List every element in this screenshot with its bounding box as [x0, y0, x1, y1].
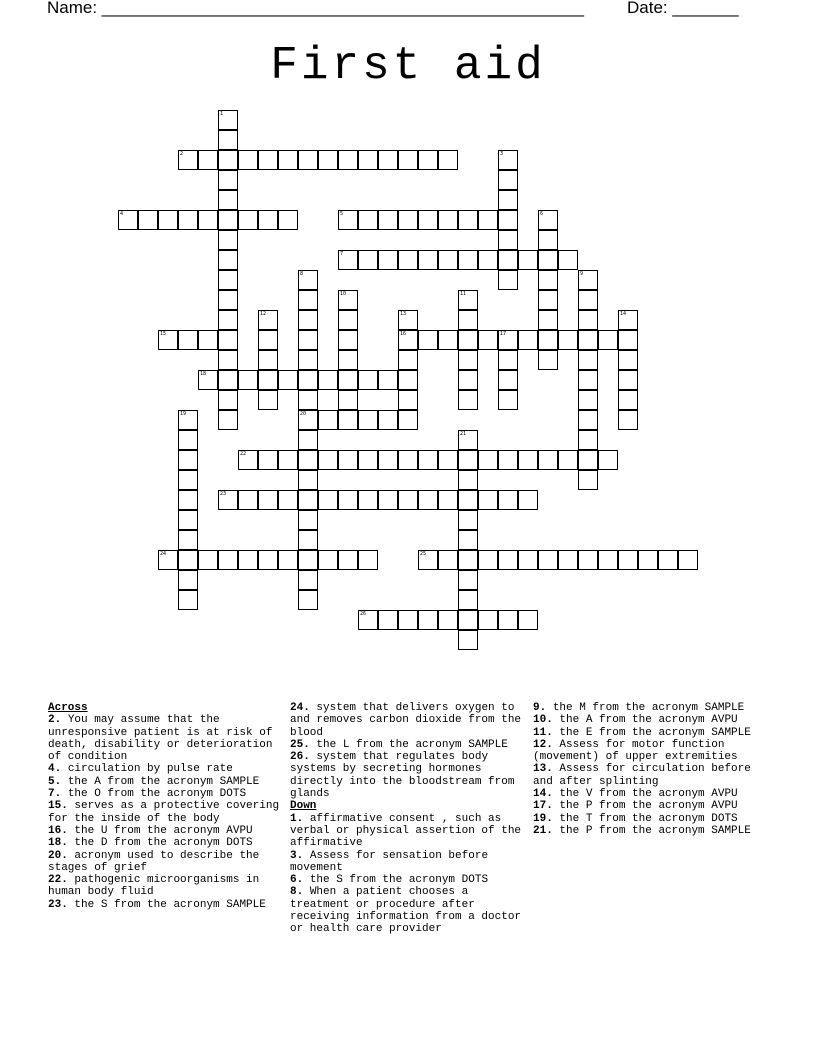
grid-cell[interactable]: [358, 210, 378, 230]
grid-cell[interactable]: [618, 550, 638, 570]
grid-cell[interactable]: [238, 490, 258, 510]
grid-cell[interactable]: [338, 350, 358, 370]
grid-cell[interactable]: [178, 490, 198, 510]
grid-cell[interactable]: [578, 410, 598, 430]
grid-cell[interactable]: [398, 310, 418, 330]
clue-number: 10: [340, 291, 347, 297]
clue-number: 25: [420, 551, 427, 557]
clue-number: 14: [620, 311, 627, 317]
grid-cell[interactable]: [218, 150, 238, 170]
grid-cell[interactable]: [258, 350, 278, 370]
grid-cell[interactable]: [258, 370, 278, 390]
grid-cell[interactable]: [458, 610, 478, 630]
grid-cell[interactable]: [558, 550, 578, 570]
grid-cell[interactable]: [458, 510, 478, 530]
clue-number: 3: [500, 151, 504, 157]
grid-cell[interactable]: [518, 250, 538, 270]
clue-number: 11: [460, 291, 467, 297]
grid-cell[interactable]: [478, 250, 498, 270]
grid-cell[interactable]: [258, 310, 278, 330]
grid-cell[interactable]: [178, 530, 198, 550]
grid-cell[interactable]: [538, 350, 558, 370]
grid-cell[interactable]: [218, 250, 238, 270]
grid-cell[interactable]: [538, 250, 558, 270]
grid-cell[interactable]: [458, 550, 478, 570]
grid-cell[interactable]: [618, 370, 638, 390]
grid-cell[interactable]: [298, 330, 318, 350]
clue-across-4: 4. circulation by pulse rate: [48, 763, 233, 776]
grid-cell[interactable]: [498, 450, 518, 470]
grid-cell[interactable]: [258, 450, 278, 470]
grid-cell[interactable]: [538, 550, 558, 570]
grid-cell[interactable]: [578, 270, 598, 290]
grid-cell[interactable]: [458, 350, 478, 370]
grid-cell[interactable]: [318, 490, 338, 510]
clue-across-15: 15. serves as a protective covering for the inside of the body: [48, 800, 280, 825]
grid-cell[interactable]: [358, 410, 378, 430]
grid-cell[interactable]: [378, 210, 398, 230]
grid-cell[interactable]: [318, 550, 338, 570]
grid-cell[interactable]: [338, 290, 358, 310]
grid-cell[interactable]: [298, 530, 318, 550]
clue-number: 9: [580, 271, 584, 277]
clue-number: 17: [500, 331, 507, 337]
grid-cell[interactable]: [538, 310, 558, 330]
grid-cell[interactable]: [198, 330, 218, 350]
grid-cell[interactable]: [298, 550, 318, 570]
grid-cell[interactable]: [238, 370, 258, 390]
grid-cell[interactable]: [318, 150, 338, 170]
grid-cell[interactable]: [198, 210, 218, 230]
grid-cell[interactable]: [458, 490, 478, 510]
grid-cell[interactable]: [518, 610, 538, 630]
grid-cell[interactable]: [178, 550, 198, 570]
grid-cell[interactable]: [458, 570, 478, 590]
grid-cell[interactable]: [338, 310, 358, 330]
grid-cell[interactable]: [518, 490, 538, 510]
grid-cell[interactable]: [478, 330, 498, 350]
clue-across-22: 22. pathogenic microorganisms in human body fluid: [48, 874, 260, 899]
clue-across-24: 24. system that delivers oxygen to and removes carbon dioxide from the blood: [290, 702, 522, 739]
grid-cell[interactable]: [298, 290, 318, 310]
clue-number: 22: [240, 451, 247, 457]
grid-cell[interactable]: [278, 370, 298, 390]
across-heading: Across: [48, 702, 88, 714]
grid-cell[interactable]: [258, 490, 278, 510]
clue-number: 6: [540, 211, 544, 217]
grid-cell[interactable]: [338, 250, 358, 270]
grid-cell[interactable]: [298, 390, 318, 410]
grid-cell[interactable]: [158, 330, 178, 350]
grid-cell[interactable]: [178, 150, 198, 170]
clue-number: 24: [160, 551, 167, 557]
grid-cell[interactable]: [398, 330, 418, 350]
grid-cell[interactable]: [178, 410, 198, 430]
grid-cell[interactable]: [578, 330, 598, 350]
grid-cell[interactable]: [538, 450, 558, 470]
grid-cell[interactable]: [338, 210, 358, 230]
grid-cell[interactable]: [338, 410, 358, 430]
grid-cell[interactable]: [498, 610, 518, 630]
grid-cell[interactable]: [558, 330, 578, 350]
grid-cell[interactable]: [618, 390, 638, 410]
clue-number: 4: [120, 211, 124, 217]
grid-cell[interactable]: [378, 370, 398, 390]
clue-number: 5: [340, 211, 344, 217]
clue-number: 26: [360, 611, 367, 617]
clue-down-11: 11. the E from the acronym SAMPLE: [533, 726, 751, 739]
grid-cell[interactable]: [398, 610, 418, 630]
clue-down-17: 17. the P from the acronym AVPU: [533, 800, 738, 813]
grid-cell[interactable]: [338, 550, 358, 570]
grid-cell[interactable]: [458, 390, 478, 410]
grid-cell[interactable]: [478, 490, 498, 510]
grid-cell[interactable]: [278, 210, 298, 230]
clue-number: 12: [260, 311, 267, 317]
grid-cell[interactable]: [358, 450, 378, 470]
grid-cell[interactable]: [178, 450, 198, 470]
grid-cell[interactable]: [198, 150, 218, 170]
grid-cell[interactable]: [418, 490, 438, 510]
grid-cell[interactable]: [378, 610, 398, 630]
clue-down-14: 14. the V from the acronym AVPU: [533, 788, 738, 801]
grid-cell[interactable]: [338, 390, 358, 410]
grid-cell[interactable]: [298, 150, 318, 170]
grid-cell[interactable]: [578, 450, 598, 470]
grid-cell[interactable]: [218, 210, 238, 230]
grid-cell[interactable]: [198, 370, 218, 390]
grid-cell[interactable]: [238, 210, 258, 230]
grid-cell[interactable]: [158, 210, 178, 230]
grid-cell[interactable]: [338, 370, 358, 390]
grid-cell[interactable]: [538, 290, 558, 310]
clues-column-3: [533, 702, 765, 837]
grid-cell[interactable]: [338, 450, 358, 470]
grid-cell[interactable]: [218, 330, 238, 350]
grid-cell[interactable]: [378, 450, 398, 470]
grid-cell[interactable]: [498, 330, 518, 350]
clue-across-26: 26. system that regulates body systems by secreting hormones directly into the bloodstream from glands: [290, 751, 515, 801]
grid-cell[interactable]: [398, 490, 418, 510]
clue-number: 23: [220, 491, 227, 497]
clue-across-5: 5. the A from the acronym SAMPLE: [48, 775, 260, 788]
grid-cell[interactable]: [498, 230, 518, 250]
grid-cell[interactable]: [418, 450, 438, 470]
grid-cell[interactable]: [238, 450, 258, 470]
grid-cell[interactable]: [578, 470, 598, 490]
clue-across-16: 16. the U from the acronym AVPU: [48, 824, 253, 837]
grid-cell[interactable]: [498, 350, 518, 370]
grid-cell[interactable]: [378, 490, 398, 510]
grid-cell[interactable]: [598, 550, 618, 570]
grid-cell[interactable]: [178, 590, 198, 610]
clue-number: 8: [300, 271, 304, 277]
grid-cell[interactable]: [298, 450, 318, 470]
grid-cell[interactable]: [298, 470, 318, 490]
grid-cell[interactable]: [578, 310, 598, 330]
grid-cell[interactable]: [438, 150, 458, 170]
grid-cell[interactable]: [498, 390, 518, 410]
grid-cell[interactable]: [498, 370, 518, 390]
grid-cell[interactable]: [218, 410, 238, 430]
clue-number: 1: [220, 111, 224, 117]
grid-cell[interactable]: [218, 370, 238, 390]
grid-cell[interactable]: [258, 550, 278, 570]
grid-cell[interactable]: [258, 210, 278, 230]
grid-cell[interactable]: [438, 250, 458, 270]
clue-across-18: 18. the D from the acronym DOTS: [48, 837, 253, 850]
grid-cell[interactable]: [178, 330, 198, 350]
grid-cell[interactable]: [578, 430, 598, 450]
grid-cell[interactable]: [238, 550, 258, 570]
grid-cell[interactable]: [338, 150, 358, 170]
grid-cell[interactable]: [538, 230, 558, 250]
grid-cell[interactable]: [438, 490, 458, 510]
grid-cell[interactable]: [358, 370, 378, 390]
grid-cell[interactable]: [298, 590, 318, 610]
grid-cell[interactable]: [598, 450, 618, 470]
grid-cell[interactable]: [178, 570, 198, 590]
grid-cell[interactable]: [678, 550, 698, 570]
grid-cell[interactable]: [578, 290, 598, 310]
clue-down-6: 6. the S from the acronym DOTS: [290, 874, 489, 887]
grid-cell[interactable]: [458, 630, 478, 650]
clue-number: 16: [400, 331, 407, 337]
clue-down-13: 13. Assess for circulation before and after splinting: [533, 763, 751, 788]
grid-cell[interactable]: [578, 550, 598, 570]
grid-cell[interactable]: [458, 370, 478, 390]
grid-cell[interactable]: [258, 390, 278, 410]
clue-number: 15: [160, 331, 167, 337]
grid-cell[interactable]: [518, 450, 538, 470]
grid-cell[interactable]: [178, 210, 198, 230]
grid-cell[interactable]: [438, 610, 458, 630]
grid-cell[interactable]: [518, 330, 538, 350]
grid-cell[interactable]: [618, 410, 638, 430]
grid-cell[interactable]: [298, 270, 318, 290]
grid-cell[interactable]: [298, 570, 318, 590]
clue-down-3: 3. Assess for sensation before movement: [290, 849, 489, 874]
clue-down-1: 1. affirmative consent , such as verbal or physical assertion of the affirmative: [290, 812, 522, 850]
grid-cell[interactable]: [218, 190, 238, 210]
grid-cell[interactable]: [298, 410, 318, 430]
grid-cell[interactable]: [498, 150, 518, 170]
grid-cell[interactable]: [418, 150, 438, 170]
grid-cell[interactable]: [458, 470, 478, 490]
clue-down-21: 21. the P from the acronym SAMPLE: [533, 824, 751, 837]
grid-cell[interactable]: [378, 250, 398, 270]
clue-down-9: 9. the M from the acronym SAMPLE: [533, 702, 745, 714]
grid-cell[interactable]: [478, 450, 498, 470]
grid-cell[interactable]: [138, 210, 158, 230]
grid-cell[interactable]: [318, 370, 338, 390]
grid-cell[interactable]: [298, 370, 318, 390]
grid-cell[interactable]: [558, 450, 578, 470]
grid-cell[interactable]: [458, 590, 478, 610]
grid-cell[interactable]: [358, 250, 378, 270]
date-field[interactable]: Date: _______: [627, 0, 739, 17]
grid-cell[interactable]: [458, 310, 478, 330]
grid-cell[interactable]: [298, 310, 318, 330]
grid-cell[interactable]: [498, 550, 518, 570]
grid-cell[interactable]: [458, 450, 478, 470]
clue-across-20: 20. acronym used to describe the stages of grief: [48, 849, 260, 874]
clue-number: 2: [180, 151, 184, 157]
grid-cell[interactable]: [438, 330, 458, 350]
grid-cell[interactable]: [418, 250, 438, 270]
grid-cell[interactable]: [338, 330, 358, 350]
grid-cell[interactable]: [618, 350, 638, 370]
grid-cell[interactable]: [498, 250, 518, 270]
grid-cell[interactable]: [358, 490, 378, 510]
grid-cell[interactable]: [218, 310, 238, 330]
clue-across-2: 2. You may assume that the unresponsive patient is at risk of death, disability or deterioration of condition: [48, 714, 273, 764]
grid-cell[interactable]: [418, 610, 438, 630]
grid-cell[interactable]: [178, 470, 198, 490]
grid-cell[interactable]: [298, 430, 318, 450]
clue-down-8: 8. When a patient chooses a treatment or procedure after receiving information from a doctor or health care provider: [290, 886, 522, 936]
grid-cell[interactable]: [318, 450, 338, 470]
clues-column-1: [48, 702, 280, 911]
grid-cell[interactable]: [538, 270, 558, 290]
grid-cell[interactable]: [218, 110, 238, 130]
name-field[interactable]: Name: ___________________________________________________: [47, 0, 584, 17]
grid-cell[interactable]: [258, 330, 278, 350]
clue-down-10: 10. the A from the acronym AVPU: [533, 714, 738, 727]
grid-cell[interactable]: [218, 270, 238, 290]
clue-number: 21: [460, 431, 467, 437]
grid-cell[interactable]: [398, 350, 418, 370]
grid-cell[interactable]: [378, 150, 398, 170]
grid-cell[interactable]: [498, 490, 518, 510]
grid-cell[interactable]: [478, 550, 498, 570]
grid-cell[interactable]: [398, 410, 418, 430]
page-title: First aid: [270, 40, 546, 92]
grid-cell[interactable]: [458, 290, 478, 310]
grid-cell[interactable]: [278, 490, 298, 510]
grid-cell[interactable]: [458, 430, 478, 450]
grid-cell[interactable]: [298, 490, 318, 510]
grid-cell[interactable]: [398, 250, 418, 270]
grid-cell[interactable]: [458, 250, 478, 270]
clue-number: 13: [400, 311, 407, 317]
grid-cell[interactable]: [238, 150, 258, 170]
grid-cell[interactable]: [178, 510, 198, 530]
grid-cell[interactable]: [358, 550, 378, 570]
grid-cell[interactable]: [478, 210, 498, 230]
grid-cell[interactable]: [218, 390, 238, 410]
clue-across-23: 23. the S from the acronym SAMPLE: [48, 898, 266, 911]
grid-cell[interactable]: [198, 550, 218, 570]
grid-cell[interactable]: [478, 610, 498, 630]
grid-cell[interactable]: [318, 410, 338, 430]
grid-cell[interactable]: [578, 370, 598, 390]
down-heading: Down: [290, 800, 317, 813]
grid-cell[interactable]: [418, 210, 438, 230]
grid-cell[interactable]: [398, 390, 418, 410]
grid-cell[interactable]: [358, 610, 378, 630]
grid-cell[interactable]: [458, 530, 478, 550]
grid-cell[interactable]: [458, 330, 478, 350]
clue-across-25: 25. the L from the acronym SAMPLE: [290, 738, 508, 751]
clue-number: 7: [340, 251, 344, 257]
grid-cell[interactable]: [538, 330, 558, 350]
grid-cell[interactable]: [438, 210, 458, 230]
grid-cell[interactable]: [638, 550, 658, 570]
grid-cell[interactable]: [398, 450, 418, 470]
grid-cell[interactable]: [178, 430, 198, 450]
clue-down-19: 19. the T from the acronym DOTS: [533, 812, 738, 825]
grid-cell[interactable]: [538, 210, 558, 230]
grid-cell[interactable]: [578, 350, 598, 370]
grid-cell[interactable]: [418, 330, 438, 350]
grid-cell[interactable]: [278, 550, 298, 570]
clue-number: 18: [200, 371, 207, 377]
grid-cell[interactable]: [298, 350, 318, 370]
clue-number: 20: [300, 411, 307, 417]
grid-cell[interactable]: [618, 310, 638, 330]
grid-cell[interactable]: [398, 210, 418, 230]
grid-cell[interactable]: [218, 170, 238, 190]
grid-cell[interactable]: [438, 550, 458, 570]
grid-cell[interactable]: [218, 350, 238, 370]
grid-cell[interactable]: [498, 270, 518, 290]
grid-cell[interactable]: [218, 130, 238, 150]
grid-cell[interactable]: [358, 150, 378, 170]
grid-cell[interactable]: [498, 170, 518, 190]
grid-cell[interactable]: [438, 450, 458, 470]
clues-column-2: [290, 702, 522, 936]
grid-cell[interactable]: [658, 550, 678, 570]
grid-cell[interactable]: [498, 190, 518, 210]
clue-number: 19: [180, 411, 187, 417]
grid-cell[interactable]: [278, 450, 298, 470]
grid-cell[interactable]: [618, 330, 638, 350]
grid-cell[interactable]: [558, 250, 578, 270]
grid-cell[interactable]: [578, 390, 598, 410]
grid-cell[interactable]: [518, 550, 538, 570]
grid-cell[interactable]: [338, 490, 358, 510]
grid-cell[interactable]: [218, 230, 238, 250]
grid-cell[interactable]: [258, 150, 278, 170]
grid-cell[interactable]: [158, 550, 178, 570]
grid-cell[interactable]: [598, 330, 618, 350]
grid-cell[interactable]: [118, 210, 138, 230]
grid-cell[interactable]: [218, 290, 238, 310]
grid-cell[interactable]: [418, 550, 438, 570]
grid-cell[interactable]: [458, 210, 478, 230]
clue-down-12: 12. Assess for motor function (movement) of upper extremities: [533, 738, 738, 764]
grid-cell[interactable]: [278, 150, 298, 170]
grid-cell[interactable]: [218, 550, 238, 570]
grid-cell[interactable]: [398, 150, 418, 170]
grid-cell[interactable]: [378, 410, 398, 430]
grid-cell[interactable]: [398, 370, 418, 390]
grid-cell[interactable]: [298, 510, 318, 530]
grid-cell[interactable]: [218, 490, 238, 510]
grid-cell[interactable]: [498, 210, 518, 230]
clue-across-7: 7. the O from the acronym DOTS: [48, 788, 247, 801]
